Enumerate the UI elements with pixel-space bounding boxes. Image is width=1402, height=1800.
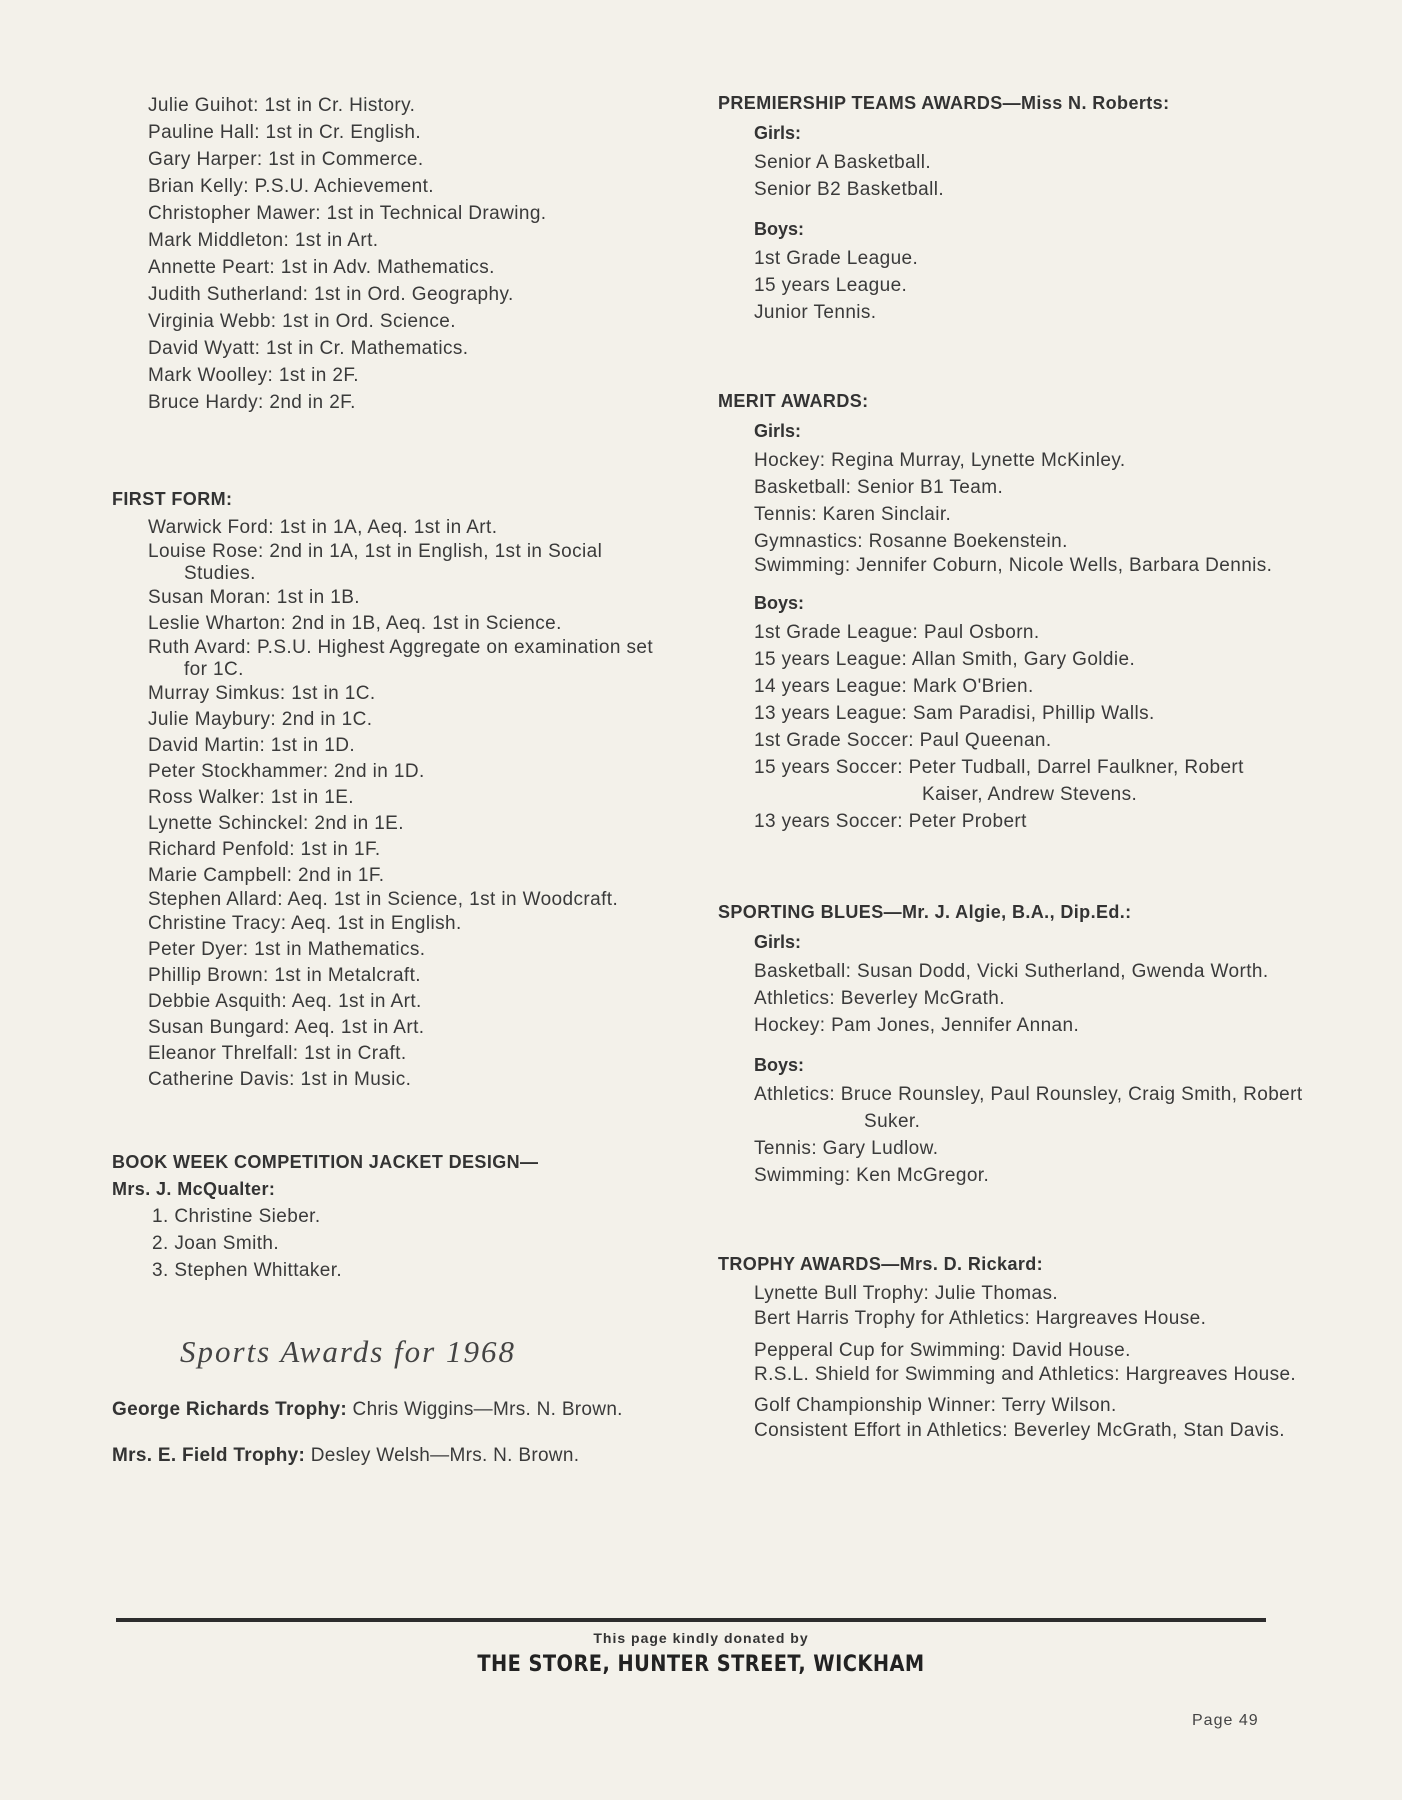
list-item: Pepperal Cup for Swimming: David House.: [754, 1340, 1131, 1361]
list-item: Julie Guihot: 1st in Cr. History.: [148, 95, 416, 116]
list-item: Bert Harris Trophy for Athletics: Hargreaves House.: [754, 1308, 1207, 1329]
page-number: Page 49: [1192, 1712, 1259, 1729]
list-item: Susan Moran: 1st in 1B.: [148, 587, 360, 608]
list-item: 1. Christine Sieber.: [152, 1206, 321, 1227]
list-item: Lynette Bull Trophy: Julie Thomas.: [754, 1283, 1059, 1304]
book-week-heading-line1: BOOK WEEK COMPETITION JACKET DESIGN—: [112, 1152, 539, 1172]
list-item: David Wyatt: 1st in Cr. Mathematics.: [148, 338, 469, 359]
first-form-list: [112, 515, 672, 1093]
book-week-list: [112, 1203, 672, 1284]
list-item: Mark Woolley: 1st in 2F.: [148, 365, 359, 386]
trophy-winner: Desley Welsh—Mrs. N. Brown.: [310, 1445, 580, 1466]
list-item: Basketball: Senior B1 Team.: [754, 477, 1004, 498]
list-item: Murray Simkus: 1st in 1C.: [148, 683, 376, 704]
list-item: Bruce Hardy: 2nd in 2F.: [148, 392, 356, 413]
list-item: Lynette Schinckel: 2nd in 1E.: [148, 813, 404, 834]
premiership-heading: PREMIERSHIP TEAMS AWARDS—Miss N. Roberts:: [718, 93, 1170, 113]
list-item: Gary Harper: 1st in Commerce.: [148, 149, 424, 170]
list-item: Junior Tennis.: [754, 302, 877, 323]
list-item: Phillip Brown: 1st in Metalcraft.: [148, 965, 421, 986]
list-item: Peter Stockhammer: 2nd in 1D.: [148, 761, 425, 782]
trophy-awards-heading: TROPHY AWARDS—Mrs. D. Rickard:: [718, 1254, 1044, 1274]
list-item: Catherine Davis: 1st in Music.: [148, 1069, 412, 1090]
donated-by-text: This page kindly donated by: [593, 1630, 809, 1646]
list-item: Tennis: Gary Ludlow.: [754, 1138, 939, 1159]
book-week-heading-line2: Mrs. J. McQualter:: [112, 1179, 276, 1199]
list-item: Golf Championship Winner: Terry Wilson.: [754, 1395, 1117, 1416]
blues-girls-label: Girls:: [754, 932, 802, 952]
list-item: R.S.L. Shield for Swimming and Athletics: Hargreaves House.: [754, 1364, 1297, 1385]
list-item: Brian Kelly: P.S.U. Achievement.: [148, 176, 434, 197]
george-richards-trophy: [112, 1398, 672, 1422]
list-item: 15 years League: Allan Smith, Gary Goldie.: [754, 649, 1136, 670]
second-form-list: [112, 92, 672, 416]
footer-rule: [116, 1618, 1266, 1622]
premiership-boys-list: [718, 245, 1308, 326]
list-item: Louise Rose: 2nd in 1A, 1st in English, 1st in Social Studies.: [148, 541, 603, 584]
list-item: David Martin: 1st in 1D.: [148, 735, 356, 756]
field-trophy: [112, 1444, 672, 1468]
merit-girls-label: Girls:: [754, 421, 802, 441]
list-item: Pauline Hall: 1st in Cr. English.: [148, 122, 421, 143]
list-item: Hockey: Regina Murray, Lynette McKinley.: [754, 450, 1126, 471]
blues-boys-list: [718, 1081, 1308, 1189]
list-item: Susan Bungard: Aeq. 1st in Art.: [148, 1017, 425, 1038]
left-column: [112, 92, 672, 1468]
list-item: Swimming: Jennifer Coburn, Nicole Wells, Barbara Dennis.: [754, 555, 1273, 576]
premiership-boys-label: Boys:: [754, 219, 805, 239]
list-item: Athletics: Beverley McGrath.: [754, 988, 1005, 1009]
list-item: Debbie Asquith: Aeq. 1st in Art.: [148, 991, 422, 1012]
list-item: Virginia Webb: 1st in Ord. Science.: [148, 311, 456, 332]
list-item: Consistent Effort in Athletics: Beverley McGrath, Stan Davis.: [754, 1420, 1285, 1441]
list-item: Mark Middleton: 1st in Art.: [148, 230, 379, 251]
list-item: Athletics: Bruce Rounsley, Paul Rounsley, Craig Smith, Robert Suker.: [754, 1084, 1303, 1132]
trophy-label: Mrs. E. Field Trophy:: [112, 1445, 306, 1466]
list-item: Gymnastics: Rosanne Boekenstein.: [754, 531, 1068, 552]
list-item: Leslie Wharton: 2nd in 1B, Aeq. 1st in Science.: [148, 613, 562, 634]
list-item: Eleanor Threlfall: 1st in Craft.: [148, 1043, 407, 1064]
list-item: Stephen Allard: Aeq. 1st in Science, 1st in Woodcraft.: [148, 889, 619, 910]
list-item: Annette Peart: 1st in Adv. Mathematics.: [148, 257, 495, 278]
list-item: Christopher Mawer: 1st in Technical Drawing.: [148, 203, 547, 224]
list-item: Peter Dyer: 1st in Mathematics.: [148, 939, 426, 960]
sports-awards-title: Sports Awards for 1968: [180, 1334, 516, 1369]
list-item: Basketball: Susan Dodd, Vicki Sutherland, Gwenda Worth.: [754, 961, 1269, 982]
list-item: Senior A Basketball.: [754, 152, 931, 173]
list-item: 13 years Soccer: Peter Probert: [754, 811, 1027, 832]
merit-boys-label: Boys:: [754, 593, 805, 613]
merit-girls-list: [718, 447, 1308, 577]
premiership-girls-label: Girls:: [754, 123, 802, 143]
list-item: Senior B2 Basketball.: [754, 179, 945, 200]
list-item: 2. Joan Smith.: [152, 1233, 280, 1254]
trophy-label: George Richards Trophy:: [112, 1399, 347, 1420]
list-item: 1st Grade League.: [754, 248, 919, 269]
list-item: Warwick Ford: 1st in 1A, Aeq. 1st in Art.: [148, 517, 498, 538]
list-item: 15 years Soccer: Peter Tudball, Darrel Faulkner, Robert Kaiser, Andrew Stevens.: [754, 757, 1244, 805]
list-item: 1st Grade League: Paul Osborn.: [754, 622, 1040, 643]
trophy-winner: Chris Wiggins—Mrs. N. Brown.: [352, 1399, 623, 1420]
list-item: Tennis: Karen Sinclair.: [754, 504, 952, 525]
premiership-girls-list: [718, 149, 1308, 203]
merit-heading: MERIT AWARDS:: [718, 391, 869, 411]
blues-girls-list: [718, 958, 1308, 1039]
merit-boys-list: [718, 619, 1308, 835]
first-form-heading: FIRST FORM:: [112, 489, 233, 509]
list-item: 13 years League: Sam Paradisi, Phillip Walls.: [754, 703, 1155, 724]
list-item: 15 years League.: [754, 275, 908, 296]
list-item: 1st Grade Soccer: Paul Queenan.: [754, 730, 1052, 751]
trophy-awards-list: [718, 1280, 1308, 1443]
right-column: [718, 92, 1308, 1443]
list-item: Swimming: Ken McGregor.: [754, 1165, 990, 1186]
sporting-blues-heading: SPORTING BLUES—Mr. J. Algie, B.A., Dip.Ed.:: [718, 902, 1132, 922]
sponsor-name: THE STORE, HUNTER STREET, WICKHAM: [477, 1652, 925, 1677]
list-item: Ruth Avard: P.S.U. Highest Aggregate on examination set for 1C.: [148, 637, 654, 680]
list-item: Hockey: Pam Jones, Jennifer Annan.: [754, 1015, 1080, 1036]
list-item: 3. Stephen Whittaker.: [152, 1260, 343, 1281]
list-item: 14 years League: Mark O'Brien.: [754, 676, 1034, 697]
blues-boys-label: Boys:: [754, 1055, 805, 1075]
list-item: Richard Penfold: 1st in 1F.: [148, 839, 381, 860]
list-item: Ross Walker: 1st in 1E.: [148, 787, 354, 808]
list-item: Christine Tracy: Aeq. 1st in English.: [148, 913, 462, 934]
book-week-heading: [112, 1149, 672, 1203]
list-item: Judith Sutherland: 1st in Ord. Geography.: [148, 284, 514, 305]
list-item: Marie Campbell: 2nd in 1F.: [148, 865, 385, 886]
list-item: Julie Maybury: 2nd in 1C.: [148, 709, 373, 730]
